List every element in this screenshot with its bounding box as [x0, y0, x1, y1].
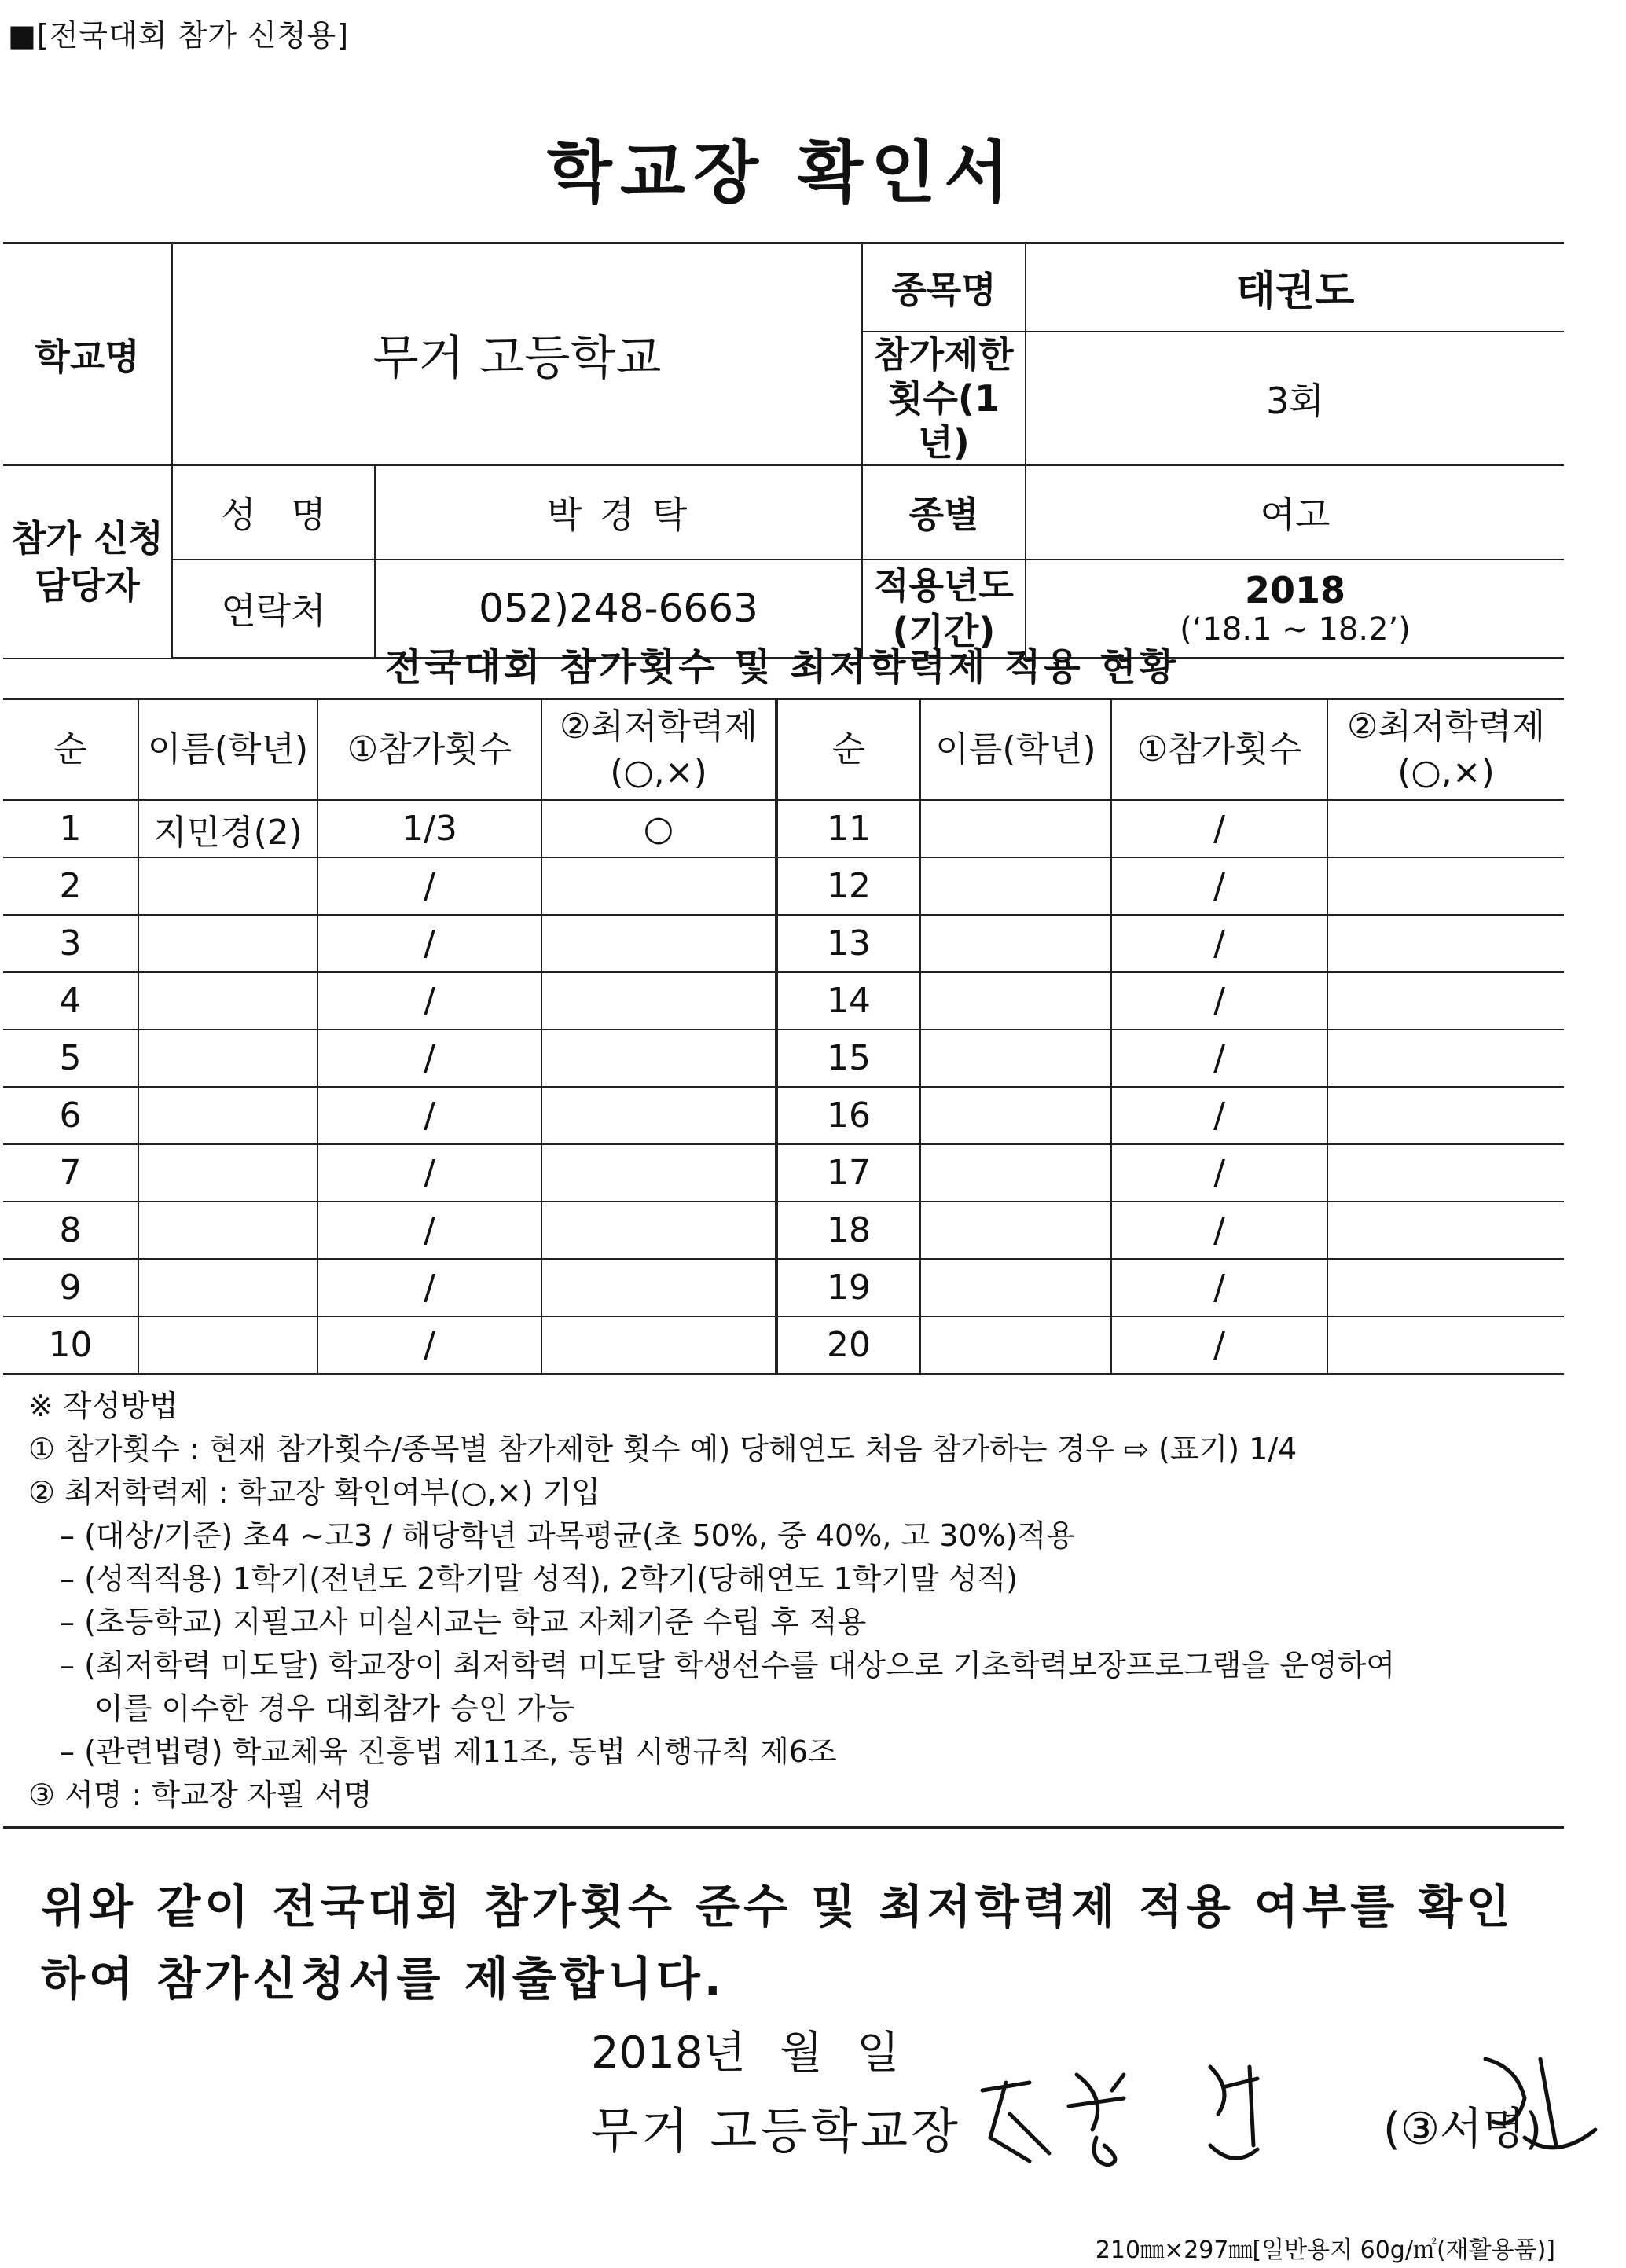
row-count: / [1111, 800, 1327, 857]
header-count: ①참가횟수 [317, 699, 541, 801]
row-name [920, 1202, 1111, 1259]
row-count: / [1111, 1029, 1327, 1087]
row-no: 11 [776, 800, 920, 857]
row-academic [541, 1202, 776, 1259]
section-divider [3, 1826, 1564, 1829]
table-row [3, 1144, 1564, 1202]
contact-phone-label: 연락처 [172, 560, 375, 659]
table-row [3, 972, 1564, 1029]
row-academic [541, 1087, 776, 1144]
row-count: / [317, 915, 541, 972]
table-row [3, 857, 1564, 915]
table-row [3, 1202, 1564, 1259]
header-name: 이름(학년) [138, 699, 317, 801]
limit-label: 참가제한 횟수(1년) [862, 332, 1026, 465]
row-name [138, 1259, 317, 1316]
table-row [3, 915, 1564, 972]
table-row [3, 1087, 1564, 1144]
row-count: / [317, 857, 541, 915]
row-count: / [317, 1087, 541, 1144]
row-name [138, 1087, 317, 1144]
instruction-item: ① 참가횟수 : 현재 참가횟수/종목별 참가제한 횟수 예) 당해연도 처음 참가하는 경우 ⇨ (표기) 1/4 [28, 1432, 1297, 1466]
row-name [920, 1316, 1111, 1374]
row-name [138, 972, 317, 1029]
school-name-value: 무거 고등학교 [172, 244, 862, 465]
school-name-label: 학교명 [3, 244, 172, 465]
instruction-subitem: – (성적적용) 1학기(전년도 2학기말 성적), 2학기(당해연도 1학기말 성적) [60, 1562, 1018, 1596]
status-header-row [3, 699, 1564, 801]
instruction-subitem: – (관련법령) 학교체육 진흥법 제11조, 동법 시행규칙 제6조 [60, 1734, 837, 1769]
row-count: / [1111, 857, 1327, 915]
row-no: 20 [776, 1316, 920, 1374]
row-name [920, 915, 1111, 972]
table-row [3, 1316, 1564, 1374]
row-name [138, 1029, 317, 1087]
category-label: 종별 [862, 465, 1026, 560]
row-name [138, 1316, 317, 1374]
table-row [3, 1029, 1564, 1087]
header-academic-marks: (○,×) [1397, 752, 1495, 792]
period-value: (‘18.1 ~ 18.2’) [1180, 611, 1411, 648]
row-name [138, 915, 317, 972]
row-no: 1 [3, 800, 138, 857]
row-no: 17 [776, 1144, 920, 1202]
row-academic [1327, 800, 1564, 857]
row-no: 13 [776, 915, 920, 972]
row-academic [1327, 915, 1564, 972]
row-count: / [1111, 1087, 1327, 1144]
event-label: 종목명 [862, 244, 1026, 332]
row-academic [541, 1316, 776, 1374]
header-academic-marks: (○,×) [610, 752, 707, 792]
row-academic [541, 1029, 776, 1087]
document-title: 학교장 확인서 [546, 134, 1018, 212]
row-count: / [317, 972, 541, 1029]
row-no: 12 [776, 857, 920, 915]
row-no: 8 [3, 1202, 138, 1259]
header-academic [1327, 699, 1564, 801]
instruction-subitem: – (초등학교) 지필고사 미실시교는 학교 자체기준 수립 후 적용 [60, 1605, 867, 1639]
year-label: 적용년도 (기간) [862, 560, 1026, 659]
row-count: / [317, 1316, 541, 1374]
form-type-note: ■[전국대회 참가 신청용] [8, 18, 350, 53]
row-academic [541, 1259, 776, 1316]
header-academic-label: ②최저학력제 [1347, 706, 1545, 747]
row-name [920, 800, 1111, 857]
row-no: 16 [776, 1087, 920, 1144]
row-count: / [1111, 1202, 1327, 1259]
event-value: 태권도 [1026, 244, 1564, 332]
row-name [920, 1029, 1111, 1087]
instruction-subitem-continued: 이를 이수한 경우 대회참가 승인 가능 [94, 1691, 575, 1726]
row-name [138, 1202, 317, 1259]
row-count: / [317, 1259, 541, 1316]
row-name [920, 1259, 1111, 1316]
table-row [3, 1259, 1564, 1316]
row-no: 7 [3, 1144, 138, 1202]
table-row [3, 800, 1564, 857]
row-count: / [1111, 915, 1327, 972]
instruction-subitem: – (최저학력 미도달) 학교장이 최저학력 미도달 학생선수를 대상으로 기초학력보장프로그램을 운영하여 [60, 1648, 1396, 1683]
row-name: 지민경(2) [138, 800, 317, 857]
principal-title: 무거 고등학교장 [591, 2102, 961, 2160]
declaration-line: 하여 참가신청서를 제출합니다. [41, 1952, 725, 2006]
row-count: / [317, 1029, 541, 1087]
declaration-text [41, 1870, 1558, 2015]
row-count: / [1111, 1144, 1327, 1202]
limit-value: 3회 [1026, 332, 1564, 465]
row-academic [541, 1144, 776, 1202]
header-count: ①참가횟수 [1111, 699, 1327, 801]
row-academic: ○ [541, 800, 776, 857]
contact-phone-value: 052)248-6663 [375, 560, 862, 659]
row-name [920, 972, 1111, 1029]
paper-spec: 210㎜×297㎜[일반용지 60g/㎡(재활용품)] [1095, 2237, 1555, 2264]
contact-name-label: 성 명 [172, 465, 375, 560]
row-no: 3 [3, 915, 138, 972]
row-no: 6 [3, 1087, 138, 1144]
status-section-title: 전국대회 참가횟수 및 최저학력제 적용 현황 [384, 645, 1180, 689]
row-academic [1327, 1029, 1564, 1087]
row-academic [541, 857, 776, 915]
year-value: 2018 [1244, 569, 1346, 612]
row-no: 4 [3, 972, 138, 1029]
applicant-label: 참가 신청 담당자 [3, 465, 172, 659]
instructions [28, 1385, 1569, 1817]
row-academic [1327, 857, 1564, 915]
row-academic [541, 915, 776, 972]
row-no: 19 [776, 1259, 920, 1316]
row-academic [1327, 1087, 1564, 1144]
row-academic [1327, 1144, 1564, 1202]
contact-name-value: 박 경 탁 [375, 465, 862, 560]
row-no: 15 [776, 1029, 920, 1087]
row-name [920, 1087, 1111, 1144]
row-count: / [1111, 972, 1327, 1029]
row-no: 18 [776, 1202, 920, 1259]
participation-status-table [3, 698, 1564, 1375]
category-value: 여고 [1026, 465, 1564, 560]
row-no: 10 [3, 1316, 138, 1374]
row-count: / [1111, 1316, 1327, 1374]
instructions-heading: ※ 작성방법 [28, 1389, 178, 1423]
row-name [138, 857, 317, 915]
row-count: 1/3 [317, 800, 541, 857]
row-academic [541, 972, 776, 1029]
row-count: / [317, 1202, 541, 1259]
header-no: 순 [3, 699, 138, 801]
row-name [138, 1144, 317, 1202]
seal-mark: (③서명) [1383, 2104, 1543, 2155]
row-no: 14 [776, 972, 920, 1029]
row-count: / [1111, 1259, 1327, 1316]
row-no: 9 [3, 1259, 138, 1316]
declaration-line: 위와 같이 전국대회 참가횟수 준수 및 최저학력제 적용 여부를 확인 [41, 1880, 1514, 1933]
instruction-item: ② 최저학력제 : 학교장 확인여부(○,×) 기입 [28, 1475, 600, 1510]
row-academic [1327, 972, 1564, 1029]
row-no: 2 [3, 857, 138, 915]
header-no: 순 [776, 699, 920, 801]
row-name [920, 1144, 1111, 1202]
instruction-item: ③ 서명 : 학교장 자필 서명 [28, 1778, 373, 1812]
row-academic [1327, 1316, 1564, 1374]
row-academic [1327, 1259, 1564, 1316]
row-count: / [317, 1144, 541, 1202]
submission-date: 2018년 월 일 [591, 2028, 900, 2079]
row-no: 5 [3, 1029, 138, 1087]
header-name: 이름(학년) [920, 699, 1111, 801]
row-academic [1327, 1202, 1564, 1259]
row-name [920, 857, 1111, 915]
header-academic [541, 699, 776, 801]
header-academic-label: ②최저학력제 [560, 706, 758, 747]
instruction-subitem: – (대상/기준) 초4 ~고3 / 해당학년 과목평균(초 50%, 중 40%, 고 30%)적용 [60, 1518, 1075, 1553]
school-info-table [3, 242, 1564, 659]
